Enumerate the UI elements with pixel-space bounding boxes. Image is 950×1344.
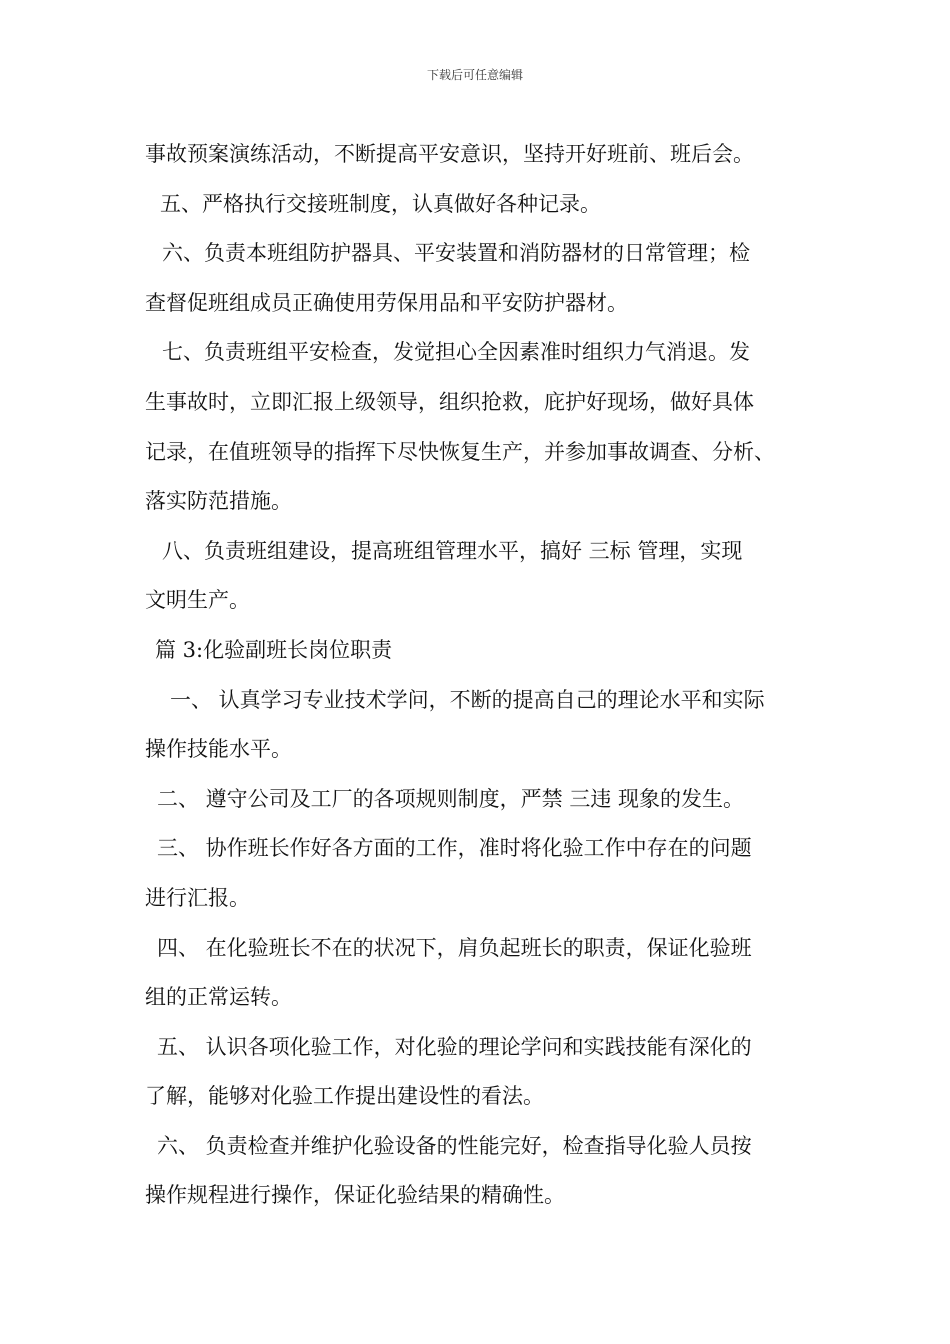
paragraph-line: 七、负责班组平安检查，发觉担心全因素准时组织力气消退。发 [162, 340, 750, 365]
document-body [145, 130, 825, 1221]
paragraph-line: 八、负责班组建设，提高班组管理水平，搞好 三标 管理，实现 [162, 538, 743, 563]
paragraph-line: 一、 认真学习专业技术学问，不断的提高自己的理论水平和实际 [170, 687, 765, 712]
paragraph-line: 五、 认识各项化验工作，对化验的理论学问和实践技能有深化的 [157, 1034, 752, 1059]
paragraph-line: 五、严格执行交接班制度，认真做好各种记录。 [160, 191, 601, 216]
section-heading: 篇 3:化验副班长岗位职责 [155, 637, 393, 662]
paragraph-line: 四、 在化验班长不在的状况下，肩负起班长的职责，保证化验班 [157, 935, 752, 960]
paragraph-line: 操作规程进行操作，保证化验结果的精确性。 [145, 1183, 565, 1208]
paragraph-line: 落实防范措施。 [145, 489, 292, 514]
paragraph-line: 事故预案演练活动，不断提高平安意识，坚持开好班前、班后会。 [145, 142, 754, 166]
paragraph-line: 操作技能水平。 [145, 737, 292, 762]
paragraph-line: 组的正常运转。 [145, 985, 292, 1010]
paragraph-line: 六、 负责检查并维护化验设备的性能完好，检查指导化验人员按 [157, 1133, 752, 1158]
paragraph-line: 生事故时，立即汇报上级领导，组织抢救，庇护好现场，做好具体 [145, 389, 754, 414]
paragraph-line: 文明生产。 [145, 588, 250, 613]
paragraph-line: 进行汇报。 [145, 885, 250, 910]
paragraph-line: 查督促班组成员正确使用劳保用品和平安防护器材。 [145, 290, 628, 315]
paragraph-line: 六、负责本班组防护器具、平安装置和消防器材的日常管理；检 [162, 241, 750, 266]
paragraph-line: 了解，能够对化验工作提出建设性的看法。 [145, 1084, 544, 1109]
page-header-note: 下载后可任意编辑 [426, 68, 523, 82]
paragraph-line: 二、 遵守公司及工厂的各项规则制度，严禁 三违 现象的发生。 [157, 786, 745, 811]
paragraph-line: 三、 协作班长作好各方面的工作，准时将化验工作中存在的问题 [157, 836, 752, 861]
paragraph-line: 记录，在值班领导的指挥下尽快恢复生产，并参加事故调查、分析、 [145, 439, 775, 464]
